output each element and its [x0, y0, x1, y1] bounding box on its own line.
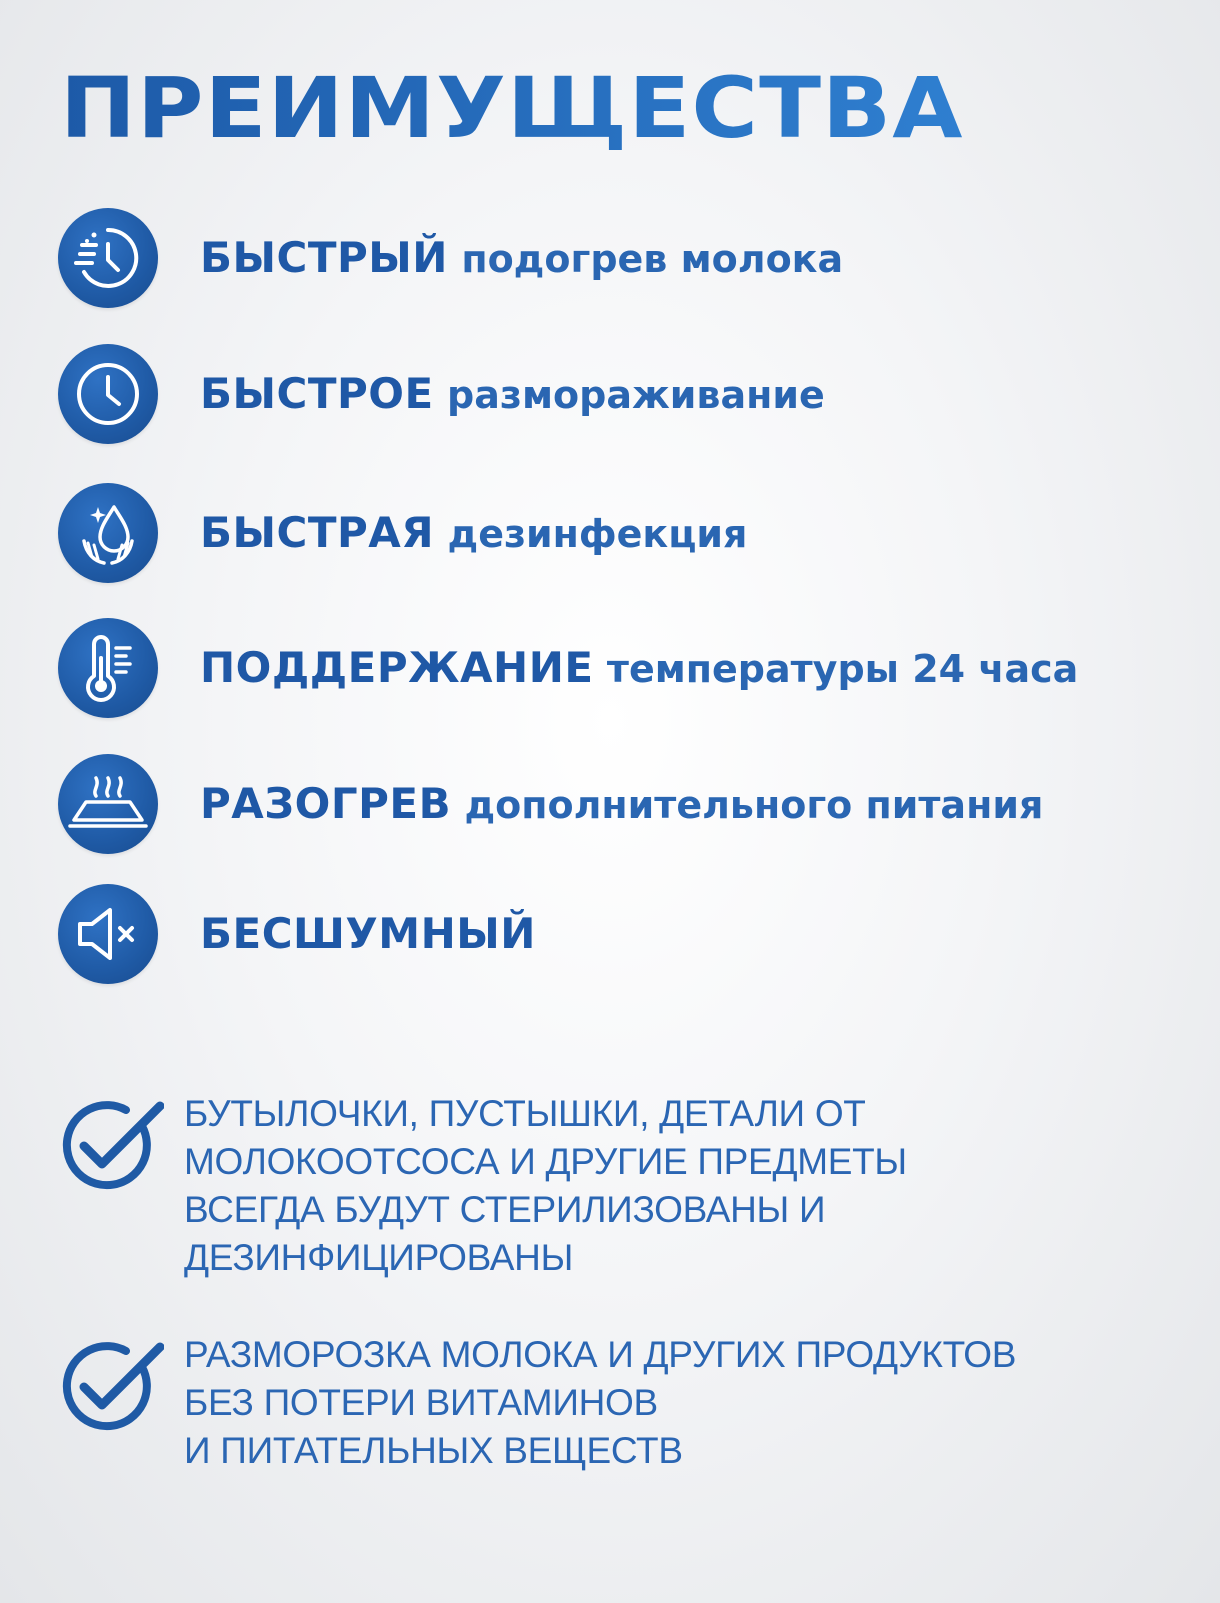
feature-regular-label: размораживание [447, 373, 825, 417]
check-text-line: МОЛОКООТСОСА И ДРУГИЕ ПРЕДМЕТЫ [184, 1141, 907, 1182]
feature-bold-label: РАЗОГРЕВ [200, 779, 452, 828]
feature-text [200, 909, 536, 958]
feature-regular-label: дезинфекция [447, 512, 748, 556]
clock-icon [58, 344, 158, 444]
page-title: ПРЕИМУЩЕСТВА [60, 59, 964, 157]
hand-drop-sparkle-icon [58, 483, 158, 583]
check-circle-icon [56, 1337, 164, 1437]
feature-text [200, 508, 748, 557]
feature-item-fast-defrost [58, 344, 825, 444]
feature-regular-label: подогрев молока [461, 237, 844, 281]
check-text [184, 1090, 907, 1282]
fast-clock-icon [58, 208, 158, 308]
hot-plate-icon [58, 754, 158, 854]
feature-item-fast-disinfection [58, 483, 747, 583]
feature-bold-label: БЕСШУМНЫЙ [200, 909, 536, 958]
thermometer-icon [58, 618, 158, 718]
check-item-sterilization [56, 1090, 907, 1282]
feature-regular-label: дополнительного питания [464, 783, 1044, 827]
feature-text [200, 643, 1079, 692]
feature-bold-label: БЫСТРАЯ [200, 508, 435, 557]
check-text [184, 1331, 1016, 1475]
check-text-line: ДЕЗИНФИЦИРОВАНЫ [184, 1237, 574, 1278]
feature-bold-label: ПОДДЕРЖАНИЕ [200, 643, 594, 692]
feature-item-food-heating [58, 754, 1043, 854]
feature-item-temperature-keeping [58, 618, 1078, 718]
feature-item-fast-heating [58, 208, 843, 308]
feature-text [200, 779, 1044, 828]
check-text-line: БУТЫЛОЧКИ, ПУСТЫШКИ, ДЕТАЛИ ОТ [184, 1093, 866, 1134]
check-text-line: РАЗМОРОЗКА МОЛОКА И ДРУГИХ ПРОДУКТОВ [184, 1334, 1017, 1375]
speaker-mute-icon [58, 884, 158, 984]
feature-bold-label: БЫСТРЫЙ [200, 233, 448, 282]
check-item-defrost [56, 1331, 1016, 1475]
feature-regular-label: температуры 24 часа [606, 647, 1079, 691]
check-text-line: И ПИТАТЕЛЬНЫХ ВЕЩЕСТВ [184, 1430, 683, 1471]
check-text-line: ВСЕГДА БУДУТ СТЕРИЛИЗОВАНЫ И [184, 1189, 826, 1230]
feature-text [200, 369, 825, 418]
feature-bold-label: БЫСТРОЕ [200, 369, 434, 418]
feature-text [200, 233, 844, 282]
feature-item-silent [58, 884, 536, 984]
check-text-line: БЕЗ ПОТЕРИ ВИТАМИНОВ [184, 1382, 658, 1423]
check-circle-icon [56, 1096, 164, 1196]
